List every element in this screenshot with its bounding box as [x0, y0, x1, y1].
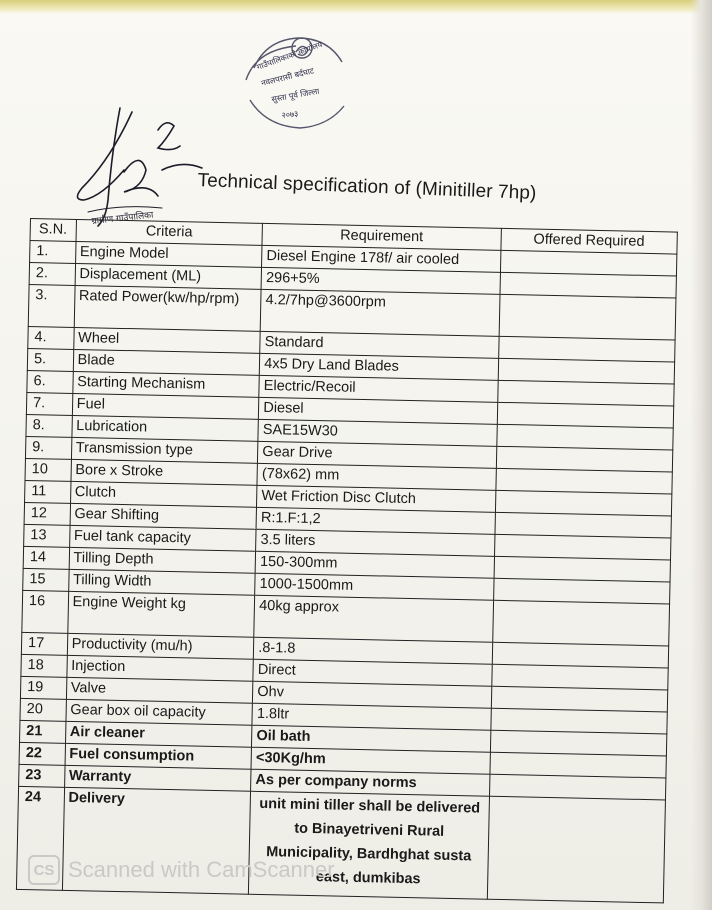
row-sn: 10	[25, 458, 71, 481]
row-sn: 24	[16, 786, 64, 890]
header-offered: Offered Required	[501, 228, 678, 254]
row-sn: 5.	[27, 348, 73, 371]
row-criteria: Wheel	[73, 327, 260, 353]
specification-table-container	[16, 218, 678, 903]
row-criteria: Injection	[66, 655, 253, 681]
row-criteria: Productivity (mu/h)	[67, 633, 254, 659]
row-requirement: R:1.F:1,2	[256, 507, 495, 534]
row-criteria: Tilling Depth	[69, 547, 256, 573]
camscanner-logo-icon: CS	[28, 855, 60, 885]
row-criteria: Clutch	[70, 481, 257, 507]
document-title: Technical specification of (Minitiller 7hp)	[197, 170, 537, 205]
row-sn: 19	[20, 676, 66, 699]
row-sn: 17	[21, 632, 67, 655]
page-top-edge	[0, 0, 712, 14]
row-sn: 13	[24, 524, 70, 547]
header-sn: S.N.	[30, 219, 76, 242]
row-criteria: Valve	[66, 677, 253, 703]
page-right-edge	[690, 0, 712, 910]
row-requirement: 4.2/7hp@3600rpm	[260, 289, 499, 336]
row-requirement: <30Kg/hm	[251, 747, 490, 774]
row-requirement: 1.8ltr	[252, 703, 491, 730]
row-requirement: 150-300mm	[255, 551, 494, 578]
row-requirement: 1000-1500mm	[255, 573, 494, 600]
row-requirement: .8-1.8	[254, 637, 493, 664]
row-criteria: Engine Weight kg	[67, 591, 254, 637]
row-sn: 7.	[26, 392, 72, 415]
watermark-text: Scanned with CamScanner	[68, 857, 335, 882]
svg-text:नवलपरासी बर्दघाट: नवलपरासी बर्दघाट	[260, 66, 315, 88]
row-sn: 21	[20, 720, 66, 743]
row-sn: 2.	[29, 263, 75, 286]
row-sn: 18	[21, 654, 67, 677]
row-requirement: 4x5 Dry Land Blades	[259, 353, 498, 380]
specification-table	[16, 218, 678, 903]
row-sn: 23	[19, 764, 65, 787]
header-requirement: Requirement	[262, 223, 501, 250]
row-offered	[487, 796, 665, 903]
row-sn: 20	[20, 698, 66, 721]
row-criteria: Engine Model	[75, 241, 262, 267]
row-criteria: Tilling Width	[68, 569, 255, 595]
row-criteria: Bore x Stroke	[71, 459, 258, 485]
row-criteria: Fuel	[72, 393, 259, 419]
row-sn: 12	[24, 502, 70, 525]
office-seal-stamp	[236, 30, 356, 140]
camscanner-watermark	[28, 853, 335, 887]
row-requirement: unit mini tiller shall be delivered to Binayetriveni Rural Municipality, Bardhghat susta east, dumkibas	[249, 791, 490, 899]
row-requirement: Direct	[253, 659, 492, 686]
row-requirement: 3.5 liters	[256, 529, 495, 556]
row-sn: 16	[22, 590, 68, 633]
row-requirement: 40kg approx	[254, 595, 493, 642]
row-requirement: Diesel Engine 178f/ air cooled	[262, 245, 501, 272]
row-offered	[499, 294, 676, 340]
svg-text:ग्रामीण गाउँपालिका: ग्रामीण गाउँपालिका	[91, 210, 154, 227]
row-criteria: Warranty	[64, 765, 251, 791]
row-requirement: Ohv	[253, 681, 492, 708]
row-requirement: Oil bath	[252, 725, 491, 752]
row-criteria: Gear box oil capacity	[66, 699, 253, 725]
row-criteria: Fuel consumption	[65, 743, 252, 769]
row-sn: 15	[23, 568, 69, 591]
row-criteria: Delivery	[62, 787, 251, 894]
row-criteria: Starting Mechanism	[72, 371, 259, 397]
svg-text:२०७३: २०७३	[281, 109, 299, 120]
svg-text:सुस्ता पूर्व जिल्ला: सुस्ता पूर्व जिल्ला	[270, 86, 320, 104]
row-requirement: As per company norms	[251, 769, 490, 796]
row-requirement: Standard	[260, 331, 499, 358]
row-criteria: Transmission type	[71, 437, 258, 463]
row-sn: 6.	[27, 370, 73, 393]
row-criteria: Lubrication	[72, 415, 259, 441]
row-requirement: Electric/Recoil	[259, 375, 498, 402]
row-requirement: 296+5%	[261, 267, 500, 294]
row-criteria: Air cleaner	[65, 721, 252, 747]
row-criteria: Rated Power(kw/hp/rpm)	[74, 285, 261, 331]
header-criteria: Criteria	[76, 219, 263, 245]
row-requirement: Diesel	[259, 397, 498, 424]
row-requirement: (78x62) mm	[257, 463, 496, 490]
svg-text:गाउँपालिकाको कार्यालय: गाउँपालिकाको कार्यालय	[255, 39, 324, 72]
row-requirement: SAE15W30	[258, 419, 497, 446]
row-requirement: Gear Drive	[258, 441, 497, 468]
row-sn: 9.	[25, 436, 71, 459]
table-body	[16, 241, 676, 903]
row-sn: 8.	[26, 414, 72, 437]
row-sn: 1.	[30, 241, 76, 264]
row-offered	[492, 600, 669, 646]
row-criteria: Fuel tank capacity	[69, 525, 256, 551]
row-criteria: Gear Shifting	[70, 503, 257, 529]
row-sn: 22	[19, 742, 65, 765]
row-sn: 11	[25, 480, 71, 503]
row-criteria: Blade	[73, 349, 260, 375]
row-criteria: Displacement (ML)	[75, 263, 262, 289]
row-requirement: Wet Friction Disc Clutch	[257, 485, 496, 512]
handwritten-signature	[62, 100, 222, 230]
row-sn: 3.	[28, 284, 74, 327]
row-sn: 14	[23, 546, 69, 569]
row-sn: 4.	[28, 326, 74, 349]
